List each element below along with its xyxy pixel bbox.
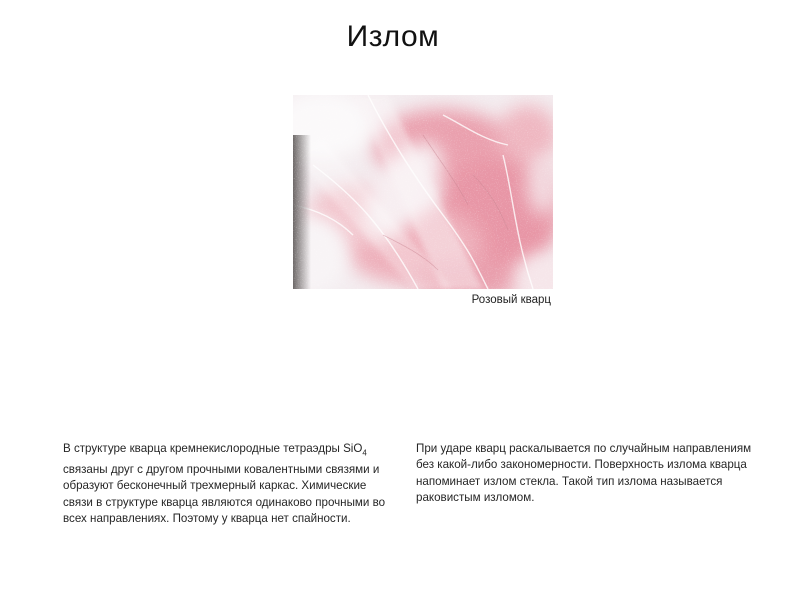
left-text-part1: В структуре кварца кремнекислородные тетраэдры SiO	[63, 442, 363, 455]
left-text-paragraph	[63, 441, 393, 527]
rose-quartz-photo	[293, 95, 553, 289]
left-text-subscript: 4	[362, 448, 367, 458]
right-text-paragraph: При ударе кварц раскалывается по случайным направлениям без какой-либо закономерности. Поверхность излома кварца напоминает излом стекла. Такой тип излома называется раковистым изломом.	[416, 442, 752, 505]
left-text-part2: связаны друг с другом прочными ковалентными связями и образуют бесконечный трехмерный каркас. Химические связи в структуре кварца являются одинаково прочными во всех направлениях. Поэтому у кварца нет спайности.	[63, 462, 386, 525]
slide-title: Излом	[346, 20, 440, 53]
image-caption: Розовый кварц	[471, 294, 551, 306]
